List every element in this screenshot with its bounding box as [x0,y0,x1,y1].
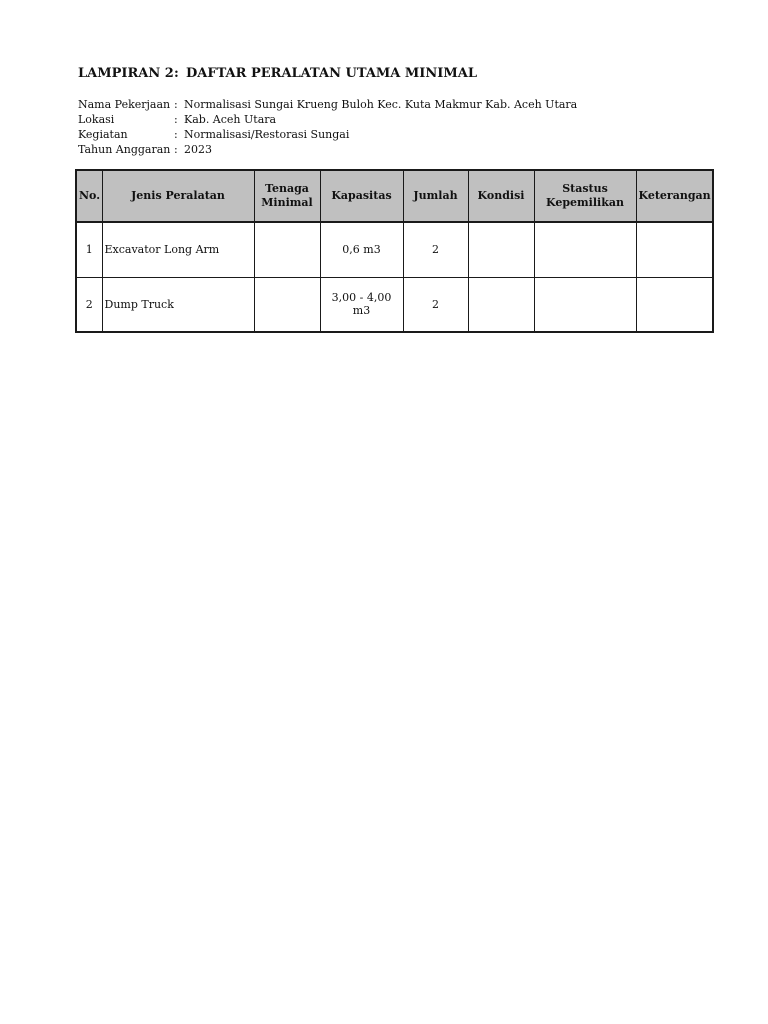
info-colon: : [174,98,178,111]
info-colon: : [174,113,178,126]
cell-jumlah: 2 [403,222,468,277]
table-row [76,277,713,332]
cell-keterangan [636,222,713,277]
table-header-row [76,170,713,222]
col-header-jumlah: Jumlah [403,170,468,222]
col-header-status-line1: Stastus [562,182,608,195]
cell-jenis: Dump Truck [102,277,254,332]
cell-tenaga [254,222,320,277]
info-row-nama-pekerjaan [78,97,577,112]
title-colon: : [174,66,179,81]
col-header-tenaga-minimal [254,170,320,222]
info-value: 2023 [184,143,212,156]
col-header-status-kepemilikan [534,170,636,222]
equipment-table [75,169,714,333]
col-header-tenaga-line2: Minimal [261,196,313,209]
info-row-kegiatan [78,127,577,142]
info-label: Lokasi [78,113,115,126]
cell-kondisi [468,222,534,277]
col-header-kapasitas: Kapasitas [320,170,403,222]
project-info [78,97,577,157]
info-row-tahun-anggaran [78,142,577,157]
col-header-tenaga-line1: Tenaga [265,182,309,195]
info-value: Normalisasi Sungai Krueng Buloh Kec. Kuta Makmur Kab. Aceh Utara [184,98,578,111]
attachment-title: DAFTAR PERALATAN UTAMA MINIMAL [186,66,477,81]
info-label: Kegiatan [78,128,128,141]
cell-status [534,222,636,277]
info-label: Nama Pekerjaan [78,98,171,111]
col-header-no: No. [76,170,102,222]
info-value: Kab. Aceh Utara [184,113,277,126]
cell-kapasitas: 3,00 - 4,00 m3 [320,277,403,332]
attachment-label: LAMPIRAN 2 [78,66,174,81]
table-row [76,222,713,277]
cell-jenis: Excavator Long Arm [102,222,254,277]
cell-no: 1 [76,222,102,277]
cell-no: 2 [76,277,102,332]
col-header-kondisi: Kondisi [468,170,534,222]
document-title [78,66,477,81]
info-colon: : [174,128,178,141]
info-row-lokasi [78,112,577,127]
info-label: Tahun Anggaran [78,143,171,156]
cell-kapasitas: 0,6 m3 [320,222,403,277]
info-colon: : [174,143,178,156]
cell-kondisi [468,277,534,332]
cell-status [534,277,636,332]
col-header-jenis-peralatan: Jenis Peralatan [102,170,254,222]
col-header-keterangan: Keterangan [636,170,713,222]
col-header-status-line2: Kepemilikan [546,196,624,209]
info-value: Normalisasi/Restorasi Sungai [184,128,350,141]
cell-tenaga [254,277,320,332]
cell-jumlah: 2 [403,277,468,332]
cell-keterangan [636,277,713,332]
